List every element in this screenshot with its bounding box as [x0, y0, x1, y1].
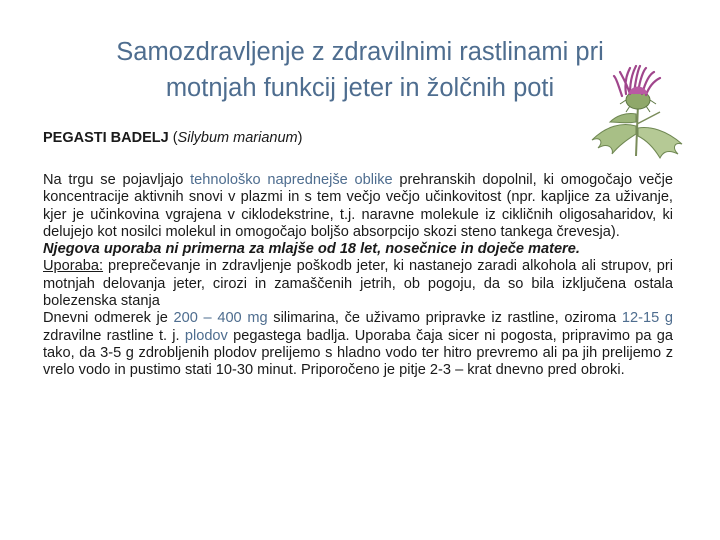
plant-latin-name: Silybum marianum [177, 130, 298, 146]
plant-latin-open-paren: ( [168, 130, 178, 146]
paragraph-usage [43, 258, 673, 310]
body-text [43, 172, 673, 380]
paragraph-supplements [43, 172, 673, 241]
paragraph-text: pegastega badlja. Uporaba čaja sicer ni pogosta, pripravimo pa ga tako, da 3-5 g zdrobljenih plodov prelijemo s hladno vodo ter hitro prevremo ali pa jih prelijemo z vrelo vodo in pustimo stati 10-30 minut. Priporočeno je pitje 2-3 – krat dnevno pred obroki. [43, 327, 673, 379]
highlight-dose-silymarin: 200 – 400 mg [173, 310, 268, 327]
slide-title-line-1: Samozdravljenje z zdravilnimi rastlinami pri [116, 38, 604, 66]
highlight-fruits: plodov [184, 327, 228, 344]
slide-title-line-2: motnjah funkcij jeter in žolčnih poti [165, 74, 555, 102]
usage-text: preprečevanje in zdravljenje poškodb jeter, ki nastanejo zaradi alkohola ali strupov, pri motnjah delovanja jeter, cirozi in zamaščenih jetrih, ob pogoju, da so bila izključena ostala bolezenska stanja [43, 258, 673, 310]
paragraph-warning: Njegova uporaba ni primerna za mlajše od 18 let, nosečnice in doječe matere. [43, 241, 580, 258]
paragraph-text: zdravilne rastline t. j. [43, 327, 185, 344]
highlight-dose-plant: 12-15 g [621, 310, 673, 327]
plant-name: PEGASTI BADELJ [43, 130, 169, 146]
highlight-advanced-forms: tehnološko naprednejše oblike [190, 172, 393, 188]
paragraph-text: Na trgu se pojavljajo [43, 172, 191, 188]
slide-title [40, 34, 680, 106]
paragraph-text: silimarina, če uživamo pripravke iz rastline, oziroma [267, 310, 622, 327]
paragraph-text: Dnevni odmerek je [43, 310, 174, 327]
milk-thistle-image [586, 64, 690, 160]
plant-heading [43, 128, 302, 148]
paragraph-text: prehranskih dopolnil, ki omogočajo večje koncentracije aktivnih snovi v plazmi in s tem večjo večjo učinkovitost (npr. kapljice za uživanje, kjer je učinkovina vgrajena v ciklodekstrine, t.j. naravne molekule iz cikličnih oligosaharidov, ki delujejo kot nosilci molekul in omogočajo boljšo absorpcijo skozi steno tankega črevesja). [43, 172, 673, 240]
plant-latin-close-paren: ) [297, 130, 303, 146]
usage-label: Uporaba: [43, 258, 104, 275]
paragraph-dose [43, 310, 673, 379]
